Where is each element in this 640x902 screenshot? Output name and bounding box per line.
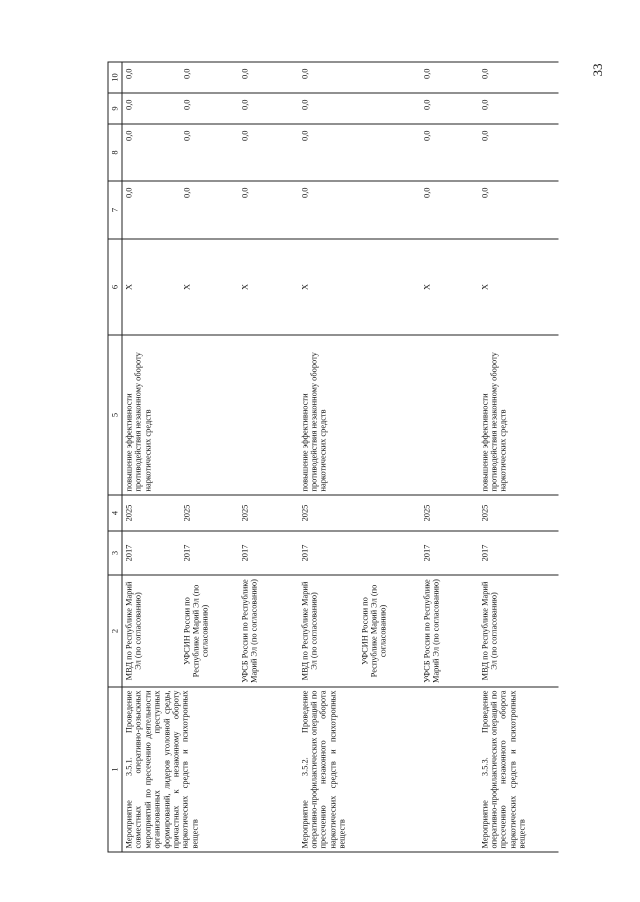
value: 0,0 <box>180 93 238 124</box>
col-header: 7 <box>108 181 122 239</box>
col-header: 2 <box>108 575 122 687</box>
end-year: 2025 <box>180 495 238 531</box>
col-header: 5 <box>108 335 122 495</box>
value <box>358 124 420 181</box>
mark: X <box>122 239 180 335</box>
value: 0,0 <box>122 93 180 124</box>
expected-result: повышение эффективности противодействия незаконному обороту наркотических средств <box>478 335 558 495</box>
value: 0,0 <box>420 124 478 181</box>
expected-result: повышение эффективности противодействия незаконному обороту наркотических средств <box>298 335 478 495</box>
executor: МВД по Республике Марий Эл (по согласованию) <box>122 575 180 687</box>
table-row <box>122 62 180 852</box>
start-year: 2017 <box>298 531 358 575</box>
value: 0,0 <box>420 62 478 93</box>
value: 0,0 <box>238 62 298 93</box>
value: 0,0 <box>238 124 298 181</box>
value: 0,0 <box>298 93 358 124</box>
executor: УФСБ России по Республике Марий Эл (по согласованию) <box>238 575 298 687</box>
executor: УФСИН России по Республике Марий Эл (по согласованию) <box>358 575 420 687</box>
value: 0,0 <box>298 181 358 239</box>
measures-table <box>108 62 559 853</box>
start-year: 2017 <box>238 531 298 575</box>
expected-result: повышение эффективности противодействия незаконному обороту наркотических средств <box>122 335 298 495</box>
col-header: 3 <box>108 531 122 575</box>
mark: X <box>238 239 298 335</box>
end-year: 2025 <box>238 495 298 531</box>
start-year: 2017 <box>122 531 180 575</box>
measure-text: Мероприятие 3.5.3. Проведение оперативно-профилактических операций по пресечению незаконного оборота наркотических средств и психотропных веществ <box>478 687 558 852</box>
executor: УФСИН России по Республике Марий Эл (по согласованию) <box>180 575 238 687</box>
col-header: 10 <box>108 62 122 93</box>
value <box>358 62 420 93</box>
executor: МВД по Республике Марий Эл (по согласованию) <box>478 575 558 687</box>
value: 0,0 <box>298 62 358 93</box>
page-number: 33 <box>590 63 605 77</box>
end-year: 2025 <box>298 495 358 531</box>
col-header: 8 <box>108 124 122 181</box>
value <box>358 93 420 124</box>
value: 0,0 <box>180 62 238 93</box>
mark: X <box>180 239 238 335</box>
start-year: 2017 <box>420 531 478 575</box>
value: 0,0 <box>122 124 180 181</box>
value <box>358 181 420 239</box>
table-row <box>478 62 558 852</box>
end-year: 2025 <box>420 495 478 531</box>
value: 0,0 <box>420 93 478 124</box>
end-year: 2025 <box>122 495 180 531</box>
value: 0,0 <box>122 62 180 93</box>
start-year: 2017 <box>478 531 558 575</box>
rotated-table-container <box>108 63 603 853</box>
value: 0,0 <box>478 124 558 181</box>
mark: X <box>298 239 358 335</box>
mark <box>358 239 420 335</box>
value: 0,0 <box>420 181 478 239</box>
end-year <box>358 495 420 531</box>
measure-text: Мероприятие 3.5.2. Проведение оперативно-профилактических операций по пресечению незаконного оборота наркотических средств и психотропных веществ <box>298 687 478 852</box>
value: 0,0 <box>180 124 238 181</box>
value: 0,0 <box>238 181 298 239</box>
col-header: 1 <box>108 687 122 852</box>
table-row <box>298 62 358 852</box>
executor: УФСБ России по Республике Марий Эл (по согласованию) <box>420 575 478 687</box>
executor: МВД по Республике Марий Эл (по согласованию) <box>298 575 358 687</box>
col-header: 6 <box>108 239 122 335</box>
value: 0,0 <box>478 93 558 124</box>
mark: X <box>478 239 558 335</box>
col-header: 9 <box>108 93 122 124</box>
start-year <box>358 531 420 575</box>
mark: X <box>420 239 478 335</box>
value: 0,0 <box>298 124 358 181</box>
header-row <box>108 62 122 852</box>
value: 0,0 <box>478 62 558 93</box>
value: 0,0 <box>238 93 298 124</box>
value: 0,0 <box>478 181 558 239</box>
end-year: 2025 <box>478 495 558 531</box>
measure-text: Мероприятие 3.5.1. Проведение совместных оперативно-розыскных мероприятий по пресечению деятельности организованных преступных формирований, лидеров уголовной среды, причастных к незаконному обороту наркотических средств и психотропных веществ <box>122 687 298 852</box>
col-header: 4 <box>108 495 122 531</box>
start-year: 2017 <box>180 531 238 575</box>
value: 0,0 <box>122 181 180 239</box>
value: 0,0 <box>180 181 238 239</box>
